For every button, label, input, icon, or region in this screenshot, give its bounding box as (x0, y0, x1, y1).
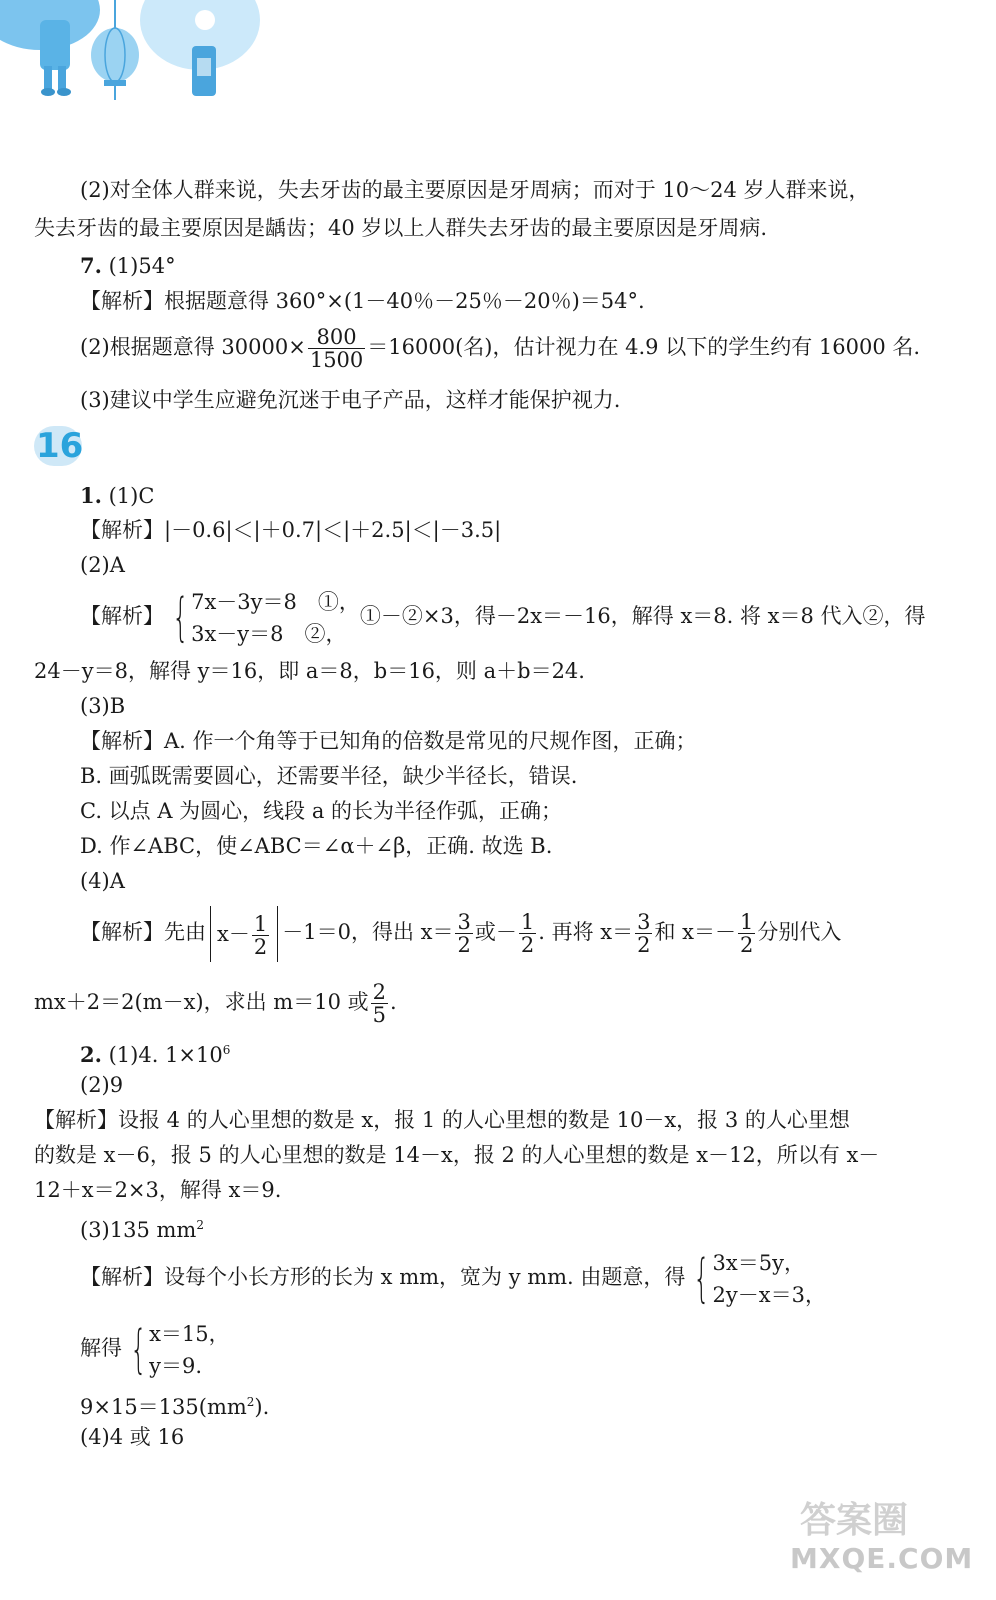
numerator: 2 (372, 980, 386, 1004)
text-segment: ). (254, 1395, 270, 1419)
text-segment: 或－ (474, 920, 517, 944)
fraction (738, 911, 755, 956)
denominator: 1500 (309, 348, 364, 372)
text-segment: 【解析】先由 (80, 920, 206, 944)
numerator: 800 (308, 326, 365, 349)
text-segment: . (389, 990, 397, 1014)
text-segment: (2)根据题意得 30000× (80, 335, 306, 359)
fraction (308, 326, 365, 371)
fraction (455, 911, 472, 956)
answer-text: (2)A (80, 553, 125, 577)
answer-text: (2)9 (80, 1073, 124, 1097)
fraction (519, 911, 536, 956)
section-number: 16 (36, 426, 84, 466)
analysis-line (80, 324, 920, 371)
brace-icon: { (172, 587, 189, 648)
header-illustration (0, 0, 300, 120)
question-number: 1. (80, 483, 102, 508)
analysis-line: 【解析】根据题意得 360°×(1－40％－25％－20％)＝54°. (80, 289, 645, 313)
analysis-line: 【解析】|－0.6|＜|＋0.7|＜|＋2.5|＜|－3.5| (80, 518, 502, 542)
text-segment: mx＋2＝2(m－x)，求出 m＝10 或 (34, 990, 369, 1014)
absolute-value (210, 906, 278, 962)
answer-1 (80, 482, 154, 510)
brace-icon: { (693, 1248, 711, 1309)
watermark-logo: 答案圈 (800, 1500, 909, 1541)
numerator: 1 (740, 910, 754, 934)
text-line: 的数是 x－6，报 5 的人心里想的数是 14－x，报 2 的人心里想的数是 x－12，所以有 x－ (34, 1143, 880, 1167)
text-line: 失去牙齿的最主要原因是龋齿；40 岁以上人群失去牙齿的最主要原因是牙周病. (34, 216, 768, 240)
equation-system (191, 586, 360, 650)
equation: x＝15， (149, 1321, 230, 1346)
question-number: 2. (80, 1042, 102, 1067)
superscript: 2 (246, 1395, 255, 1409)
numerator: 3 (637, 910, 651, 934)
fraction (371, 981, 388, 1026)
analysis-line (80, 1245, 826, 1311)
text-line: (3)建议中学生应避免沉迷于电子产品，这样才能保护视力. (80, 388, 621, 412)
numerator: 3 (457, 910, 471, 934)
equation: y＝9. (149, 1353, 202, 1378)
answer-text: (1)C (101, 484, 155, 508)
text-segment: ①－②×3，得－2x＝－16，解得 x＝8. 将 x＝8 代入②，得 (359, 604, 926, 628)
text-line: 24－y＝8，解得 y＝16，即 a＝8，b＝16，则 a＋b＝24. (34, 659, 585, 683)
text-segment: 和 x＝－ (654, 920, 736, 944)
text-segment: x－ (217, 921, 250, 946)
text-segment: 【解析】 (80, 604, 164, 628)
text-segment: 解得 (80, 1336, 122, 1360)
fraction (252, 913, 269, 958)
text-line: 12＋x＝2×3，解得 x＝9. (34, 1178, 282, 1202)
denominator: 2 (740, 933, 754, 957)
question-number: 7. (80, 253, 102, 278)
answer-text: (1)4. 1×10 (101, 1043, 223, 1067)
brace-icon: { (130, 1319, 147, 1380)
denominator: 2 (253, 934, 268, 959)
text-segment: 【解析】设每个小长方形的长为 x mm，宽为 y mm. 由题意，得 (80, 1265, 686, 1289)
text-segment: ＝16000(名)，估计视力在 4.9 以下的学生约有 16000 名. (367, 335, 921, 359)
numerator: 1 (520, 910, 535, 934)
text-segment: . 再将 x＝ (538, 920, 634, 944)
answer-2 (80, 1036, 230, 1069)
analysis-line (80, 584, 926, 650)
superscript: 2 (196, 1218, 204, 1232)
text-line: C. 以点 A 为圆心，线段 a 的长为半径作弧，正确； (80, 799, 563, 823)
numerator: 1 (253, 911, 268, 936)
equation: 3x－y＝8 ②， (191, 621, 347, 646)
text-segment: －1＝0，得出 x＝ (282, 920, 454, 944)
answer-text: (4)A (80, 869, 125, 893)
denominator: 2 (637, 933, 651, 957)
answer-text: (3)135 mm (80, 1218, 197, 1242)
text-line (80, 1388, 269, 1421)
answer-text: (1)54° (101, 254, 176, 278)
answer-text (80, 1211, 204, 1244)
analysis-line: 【解析】设报 4 的人心里想的数是 x，报 1 的人心里想的数是 10－x，报 3 的人心里想 (34, 1108, 850, 1132)
text-line (34, 974, 397, 1030)
text-line: B. 画弧既需要圆心，还需要半径，缺少半径长，错误. (80, 764, 578, 788)
text-line: D. 作∠ABC，使∠ABC＝∠α＋∠β，正确. 故选 B. (80, 834, 553, 858)
text-segment: 分别代入 (757, 920, 842, 944)
equation-system (713, 1247, 826, 1311)
equation: 3x＝5y， (712, 1250, 805, 1275)
answer-text: (4)4 或 16 (80, 1425, 185, 1449)
denominator: 2 (457, 933, 471, 957)
fraction (635, 911, 652, 956)
denominator: 2 (520, 933, 535, 957)
watermark-text: MXQE.COM (790, 1542, 974, 1575)
analysis-line (80, 904, 841, 962)
equation: 7x－3y＝8 ①， (191, 589, 360, 614)
equation: 2y－x＝3， (712, 1282, 826, 1307)
superscript: 6 (222, 1043, 231, 1057)
text-line: (2)对全体人群来说，失去牙齿的最主要原因是牙周病；而对于 10～24 岁人群来说， (80, 178, 870, 202)
text-segment: 9×15＝135(mm (80, 1395, 247, 1419)
denominator: 5 (372, 1003, 386, 1027)
answer-7 (80, 252, 176, 280)
analysis-line: 【解析】A. 作一个角等于已知角的倍数是常见的尺规作图，正确； (80, 729, 697, 753)
solution-line (80, 1316, 230, 1382)
equation-system (149, 1318, 230, 1382)
answer-text: (3)B (80, 694, 126, 718)
